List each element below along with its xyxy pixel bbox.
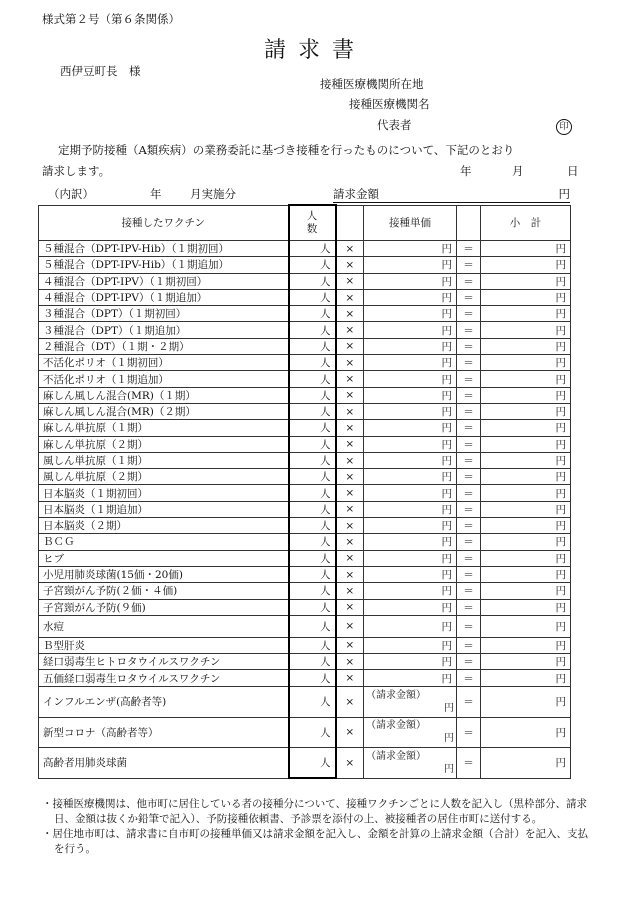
unit-price-cell[interactable]: 円 (364, 566, 457, 582)
equals-sign: ＝ (457, 355, 481, 371)
unit-price-cell[interactable]: 円 (364, 501, 457, 517)
table-row (39, 420, 571, 436)
clinic-name-label: 接種医療機関名 (349, 97, 430, 111)
persons-cell[interactable]: 人 (289, 241, 336, 257)
times-sign: × (336, 371, 364, 387)
persons-cell[interactable]: 人 (289, 387, 336, 403)
unit-price-cell[interactable]: 円 (364, 241, 457, 257)
vaccine-name: 不活化ポリオ（１期追加） (39, 371, 289, 387)
subtotal-cell[interactable]: 円 (481, 273, 571, 289)
table-row (39, 566, 571, 582)
persons-cell[interactable]: 人 (289, 420, 336, 436)
vaccine-name: 日本脳炎（１期追加） (39, 501, 289, 517)
unit-price-yen: 円 (444, 702, 454, 714)
table-row (39, 469, 571, 485)
times-sign: × (336, 717, 364, 747)
unit-price-cell[interactable]: 円 (364, 550, 457, 566)
times-sign: × (336, 322, 364, 338)
persons-cell[interactable]: 人 (289, 747, 336, 778)
note-1: ・接種医療機関は、他市町に居住している者の接種分について、接種ワクチンごとに人数を記入し（黒枠部分、請求日、金額は抜くか鉛筆で記入）、予防接種依頼書、予診票を添付の上、被接種者の居住市町に送付する。 (42, 798, 588, 825)
equals-sign: ＝ (457, 654, 481, 670)
claim-amount-label: （請求金額） (366, 750, 426, 762)
vaccine-name: ５種混合（DPT-IPV-Hib）（１期初回） (39, 241, 289, 257)
subtotal-cell[interactable]: 円 (481, 501, 571, 517)
times-sign: × (336, 403, 364, 419)
table-row (39, 371, 571, 387)
times-sign: × (336, 534, 364, 550)
times-sign: × (336, 387, 364, 403)
subtotal-cell[interactable]: 円 (481, 534, 571, 550)
unit-price-cell[interactable]: 円 (364, 485, 457, 501)
claim-table-row (39, 717, 571, 747)
times-sign: × (336, 566, 364, 582)
vaccine-name: 風しん単抗原（１期） (39, 452, 289, 468)
vaccine-name: 麻しん単抗原（２期） (39, 436, 289, 452)
equals-sign: ＝ (457, 322, 481, 338)
vaccine-name: Ｂ型肝炎 (39, 637, 289, 653)
unit-price-cell[interactable]: 円 (364, 583, 457, 599)
unit-price-yen: 円 (444, 763, 454, 775)
subtotal-cell[interactable]: 円 (481, 583, 571, 599)
unit-price-cell[interactable]: 円 (364, 273, 457, 289)
table-row (39, 654, 571, 670)
unit-price-cell[interactable] (364, 747, 457, 778)
equals-sign: ＝ (457, 371, 481, 387)
times-sign: × (336, 615, 364, 637)
equals-sign: ＝ (457, 257, 481, 273)
note-2: ・居住地市町は、請求書に自市町の接種単価又は請求金額を記入し、金額を計算の上請求金額（合計）を記入、支払を行う。 (42, 828, 588, 855)
persons-cell[interactable]: 人 (289, 469, 336, 485)
form-number: 様式第２号（第６条関係） (42, 12, 180, 26)
header-blank-2 (457, 205, 481, 241)
claim-amount-label: （請求金額） (366, 689, 426, 701)
persons-cell[interactable]: 人 (289, 355, 336, 371)
times-sign: × (336, 436, 364, 452)
unit-price-yen: 円 (444, 733, 454, 745)
subtotal-cell[interactable]: 円 (481, 747, 571, 778)
seal-mark: 印 (556, 119, 572, 135)
subtotal-cell[interactable]: 円 (481, 420, 571, 436)
clinic-address-label: 接種医療機関所在地 (320, 77, 424, 91)
vaccine-name: 水痘 (39, 615, 289, 637)
subtotal-cell[interactable]: 円 (481, 518, 571, 534)
table-row (39, 534, 571, 550)
vaccine-name: ヒブ (39, 550, 289, 566)
subtotal-cell[interactable]: 円 (481, 338, 571, 354)
unit-price-cell[interactable]: 円 (364, 518, 457, 534)
equals-sign: ＝ (457, 289, 481, 305)
unit-price-cell[interactable]: 円 (364, 257, 457, 273)
times-sign: × (336, 241, 364, 257)
equals-sign: ＝ (457, 469, 481, 485)
unit-price-cell[interactable]: 円 (364, 387, 457, 403)
unit-price-cell[interactable]: 円 (364, 420, 457, 436)
persons-cell[interactable]: 人 (289, 615, 336, 637)
subtotal-cell[interactable]: 円 (481, 322, 571, 338)
equals-sign: ＝ (457, 501, 481, 517)
date-day: 日 (567, 164, 579, 178)
persons-cell[interactable]: 人 (289, 289, 336, 305)
table-row (39, 436, 571, 452)
unit-price-cell[interactable] (364, 717, 457, 747)
subtotal-cell[interactable]: 円 (481, 615, 571, 637)
subtotal-cell[interactable]: 円 (481, 599, 571, 615)
unit-price-cell[interactable]: 円 (364, 322, 457, 338)
vaccine-name: ３種混合（DPT）（１期初回） (39, 306, 289, 322)
vaccine-name: 日本脳炎（２期） (39, 518, 289, 534)
table-row (39, 403, 571, 419)
times-sign: × (336, 355, 364, 371)
times-sign: × (336, 501, 364, 517)
unit-price-cell[interactable]: 円 (364, 452, 457, 468)
header-persons: 人 数 (289, 205, 336, 241)
vaccine-name: 小児用肺炎球菌(15価・20価) (39, 566, 289, 582)
vaccine-name: 子宮頸がん予防(９価) (39, 599, 289, 615)
unit-price-cell[interactable] (364, 686, 457, 717)
equals-sign: ＝ (457, 241, 481, 257)
vaccine-name: 新型コロナ（高齢者等） (39, 717, 289, 747)
equals-sign: ＝ (457, 403, 481, 419)
subtotal-cell[interactable]: 円 (481, 637, 571, 653)
period-year: 年 (150, 187, 162, 201)
notes (42, 797, 590, 857)
table-row (39, 387, 571, 403)
vaccine-name: 不活化ポリオ（１期初回） (39, 355, 289, 371)
persons-cell[interactable]: 人 (289, 403, 336, 419)
period-month: 月実施分 (190, 187, 236, 201)
page-title: 請求書 (263, 38, 366, 63)
subtotal-cell[interactable]: 円 (481, 452, 571, 468)
date-month: 月 (512, 164, 524, 178)
subtotal-cell[interactable]: 円 (481, 469, 571, 485)
unit-price-cell[interactable]: 円 (364, 615, 457, 637)
table-header-row (39, 205, 571, 241)
vaccine-name: 経口弱毒生ヒトロタウイルスワクチン (39, 654, 289, 670)
unit-price-cell[interactable]: 円 (364, 534, 457, 550)
vaccine-name: 風しん単抗原（２期） (39, 469, 289, 485)
times-sign: × (336, 420, 364, 436)
subtotal-cell[interactable]: 円 (481, 289, 571, 305)
persons-cell[interactable]: 人 (289, 583, 336, 599)
times-sign: × (336, 452, 364, 468)
times-sign: × (336, 637, 364, 653)
vaccine-name: 麻しん風しん混合(MR)（１期） (39, 387, 289, 403)
unit-price-cell[interactable]: 円 (364, 599, 457, 615)
persons-cell[interactable]: 人 (289, 273, 336, 289)
vaccine-name: 麻しん風しん混合(MR)（２期） (39, 403, 289, 419)
vaccine-name: 日本脳炎（１期初回） (39, 485, 289, 501)
equals-sign: ＝ (457, 436, 481, 452)
persons-cell[interactable]: 人 (289, 257, 336, 273)
equals-sign: ＝ (457, 485, 481, 501)
persons-cell[interactable]: 人 (289, 637, 336, 653)
table-row (39, 306, 571, 322)
persons-cell[interactable]: 人 (289, 322, 336, 338)
persons-cell[interactable]: 人 (289, 599, 336, 615)
table-row (39, 322, 571, 338)
table-row (39, 273, 571, 289)
table-row (39, 485, 571, 501)
persons-cell[interactable]: 人 (289, 686, 336, 717)
subtotal-cell[interactable]: 円 (481, 403, 571, 419)
subtotal-cell[interactable]: 円 (481, 355, 571, 371)
table-row (39, 452, 571, 468)
equals-sign: ＝ (457, 306, 481, 322)
equals-sign: ＝ (457, 420, 481, 436)
claim-table (38, 204, 571, 779)
unit-price-cell[interactable]: 円 (364, 469, 457, 485)
vaccine-name: 高齢者用肺炎球菌 (39, 747, 289, 778)
equals-sign: ＝ (457, 338, 481, 354)
persons-cell[interactable]: 人 (289, 566, 336, 582)
vaccine-name: ４種混合（DPT-IPV）（１期初回） (39, 273, 289, 289)
persons-cell[interactable]: 人 (289, 452, 336, 468)
representative-label: 代表者 (377, 118, 412, 132)
equals-sign: ＝ (457, 615, 481, 637)
header-blank-1 (336, 205, 364, 241)
table-row (39, 257, 571, 273)
subtotal-cell[interactable]: 円 (481, 670, 571, 686)
times-sign: × (336, 518, 364, 534)
persons-cell[interactable]: 人 (289, 654, 336, 670)
times-sign: × (336, 583, 364, 599)
unit-price-cell[interactable]: 円 (364, 355, 457, 371)
subtotal-cell[interactable]: 円 (481, 654, 571, 670)
unit-price-cell[interactable]: 円 (364, 436, 457, 452)
times-sign: × (336, 338, 364, 354)
table-row (39, 583, 571, 599)
table-row (39, 338, 571, 354)
times-sign: × (336, 686, 364, 717)
persons-cell[interactable]: 人 (289, 436, 336, 452)
times-sign: × (336, 273, 364, 289)
table-row (39, 550, 571, 566)
persons-cell[interactable]: 人 (289, 338, 336, 354)
table-row (39, 599, 571, 615)
header-subtotal: 小 計 (481, 205, 571, 241)
unit-price-cell[interactable]: 円 (364, 654, 457, 670)
equals-sign: ＝ (457, 637, 481, 653)
equals-sign: ＝ (457, 550, 481, 566)
persons-cell[interactable]: 人 (289, 306, 336, 322)
equals-sign: ＝ (457, 452, 481, 468)
equals-sign: ＝ (457, 273, 481, 289)
header-unit-price: 接種単価 (364, 205, 457, 241)
vaccine-name: 五価経口弱毒生ロタウイルスワクチン (39, 670, 289, 686)
breakdown-label: （内訳） (48, 187, 94, 201)
claim-total-yen: 円 (558, 187, 570, 201)
subtotal-cell[interactable]: 円 (481, 371, 571, 387)
table-row (39, 518, 571, 534)
claim-table-row (39, 747, 571, 778)
subtotal-cell[interactable]: 円 (481, 436, 571, 452)
unit-price-cell[interactable]: 円 (364, 670, 457, 686)
times-sign: × (336, 257, 364, 273)
subtotal-cell[interactable]: 円 (481, 485, 571, 501)
subtotal-cell[interactable]: 円 (481, 550, 571, 566)
table-row (39, 670, 571, 686)
persons-cell[interactable]: 人 (289, 670, 336, 686)
times-sign: × (336, 550, 364, 566)
vaccine-name: ＢＣＧ (39, 534, 289, 550)
subtotal-cell[interactable]: 円 (481, 686, 571, 717)
persons-cell[interactable]: 人 (289, 534, 336, 550)
equals-sign: ＝ (457, 686, 481, 717)
date-year: 年 (460, 164, 472, 178)
equals-sign: ＝ (457, 534, 481, 550)
equals-sign: ＝ (457, 566, 481, 582)
subtotal-cell[interactable]: 円 (481, 241, 571, 257)
subtotal-cell[interactable]: 円 (481, 717, 571, 747)
persons-cell[interactable]: 人 (289, 717, 336, 747)
equals-sign: ＝ (457, 387, 481, 403)
persons-cell[interactable]: 人 (289, 550, 336, 566)
equals-sign: ＝ (457, 518, 481, 534)
times-sign: × (336, 654, 364, 670)
unit-price-cell[interactable]: 円 (364, 371, 457, 387)
header-vaccine: 接種したワクチン (39, 205, 289, 241)
vaccine-name: ５種混合（DPT-IPV-Hib）（１期追加） (39, 257, 289, 273)
table-row (39, 637, 571, 653)
times-sign: × (336, 670, 364, 686)
vaccine-name: ３種混合（DPT）（１期追加） (39, 322, 289, 338)
table-row (39, 241, 571, 257)
unit-price-cell[interactable]: 円 (364, 338, 457, 354)
persons-cell[interactable]: 人 (289, 518, 336, 534)
subtotal-cell[interactable]: 円 (481, 387, 571, 403)
subtotal-cell[interactable]: 円 (481, 566, 571, 582)
times-sign: × (336, 599, 364, 615)
body-text-2: 請求します。 (42, 164, 111, 178)
equals-sign: ＝ (457, 599, 481, 615)
unit-price-cell[interactable]: 円 (364, 637, 457, 653)
equals-sign: ＝ (457, 747, 481, 778)
times-sign: × (336, 485, 364, 501)
vaccine-name: ４種混合（DPT-IPV）（１期追加） (39, 289, 289, 305)
claim-amount-label: （請求金額） (366, 720, 426, 732)
table-row (39, 355, 571, 371)
equals-sign: ＝ (457, 583, 481, 599)
vaccine-name: 子宮頸がん予防(２価・４価) (39, 583, 289, 599)
subtotal-cell[interactable]: 円 (481, 306, 571, 322)
body-text-1: 定期予防接種（A類疾病）の業務委託に基づき接種を行ったものについて、下記のとおり (58, 143, 515, 157)
claim-table-row (39, 686, 571, 717)
vaccine-name: 麻しん単抗原（１期） (39, 420, 289, 436)
table-row (39, 501, 571, 517)
persons-cell[interactable]: 人 (289, 501, 336, 517)
unit-price-cell[interactable]: 円 (364, 403, 457, 419)
equals-sign: ＝ (457, 717, 481, 747)
equals-sign: ＝ (457, 670, 481, 686)
unit-price-cell[interactable]: 円 (364, 306, 457, 322)
times-sign: × (336, 289, 364, 305)
subtotal-cell[interactable]: 円 (481, 257, 571, 273)
table-row (39, 615, 571, 637)
vaccine-name: ２種混合（DT）（１期・２期） (39, 338, 289, 354)
times-sign: × (336, 469, 364, 485)
addressee: 西伊豆町長 様 (60, 64, 141, 78)
claim-total-line (333, 186, 570, 203)
persons-cell[interactable]: 人 (289, 485, 336, 501)
unit-price-cell[interactable]: 円 (364, 289, 457, 305)
claim-total-label: 請求金額 (333, 187, 379, 201)
times-sign: × (336, 306, 364, 322)
persons-cell[interactable]: 人 (289, 371, 336, 387)
times-sign: × (336, 747, 364, 778)
table-row (39, 289, 571, 305)
vaccine-name: インフルエンザ(高齢者等) (39, 686, 289, 717)
